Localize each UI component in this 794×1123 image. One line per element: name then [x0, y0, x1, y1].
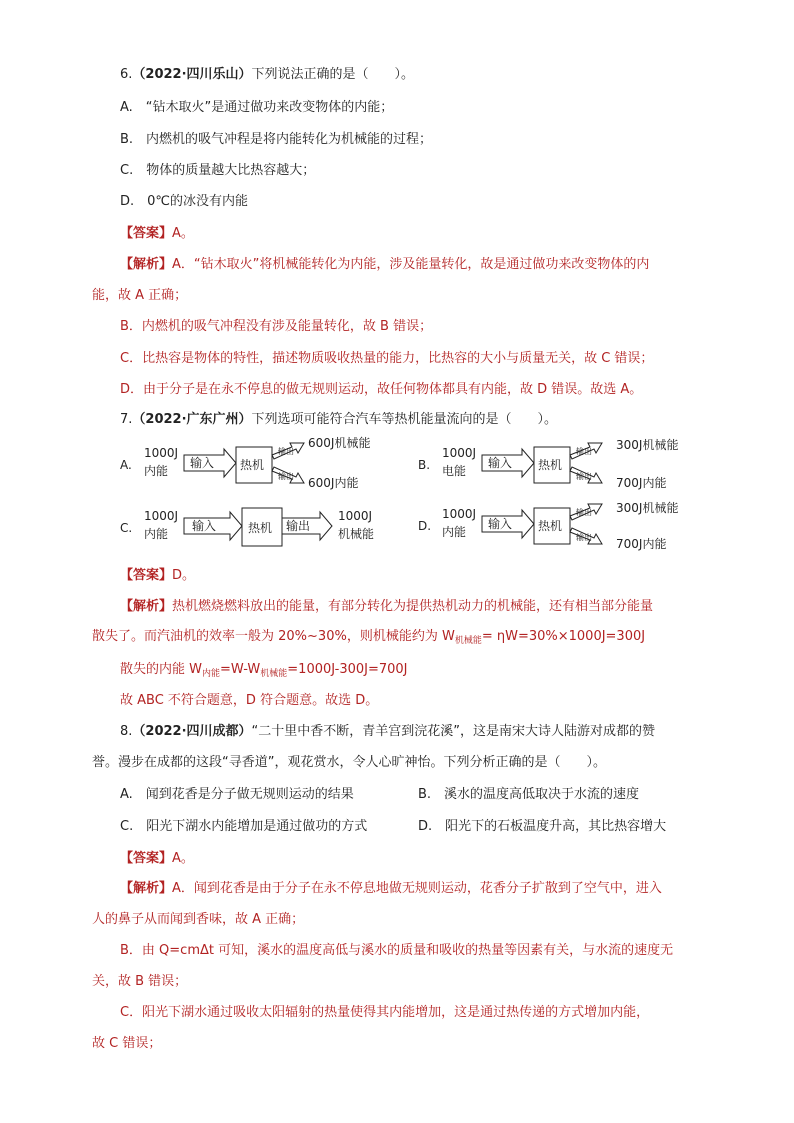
output-2: 600J内能 — [308, 476, 359, 490]
q6-option-b: B. 内燃机的吸气冲程是将内能转化为机械能的过程； — [120, 132, 433, 147]
q7-analysis-3a: 散失的内能 W — [120, 662, 202, 677]
input-value: 1000J — [144, 446, 179, 460]
q8-source: （2022·四川成都） — [132, 724, 252, 739]
q8-stem-1 — [120, 723, 655, 741]
input-type: 内能 — [442, 525, 467, 539]
q7-analysis-2a: 散失了。而汽油机的效率一般为 20%~30%，则机械能约为 W — [92, 629, 455, 644]
q7-diagram-d — [416, 496, 716, 556]
q8-analysis-label: 【解析】 — [120, 881, 173, 896]
q6-analysis-5: D．由于分子是在永不停息的做无规则运动，故任何物体都具有内能，故 D 错误。故选 A。 — [120, 382, 643, 397]
q7-analysis-2b: = ηW=30%×1000J=300J — [481, 629, 646, 644]
input-type: 内能 — [144, 464, 169, 478]
engine-label: 热机 — [538, 519, 563, 533]
engine-label: 热机 — [240, 458, 265, 472]
output-2: 机械能 — [338, 527, 375, 541]
q7-analysis-2 — [92, 628, 645, 650]
option-letter: B. — [418, 458, 431, 472]
option-letter: C. — [120, 521, 133, 535]
output-1: 300J机械能 — [616, 438, 679, 452]
input-label: 输入 — [192, 519, 217, 533]
q6-option-a: A. “钻木取火”是通过做功来改变物体的内能； — [120, 100, 394, 115]
engine-label: 热机 — [248, 521, 273, 535]
input-label: 输入 — [488, 517, 513, 531]
q6-stem-text: 下列说法正确的是（ ）。 — [251, 67, 415, 82]
q7-analysis-3c: =1000J-300J=700J — [287, 662, 408, 677]
q8-number: 8. — [120, 724, 133, 739]
q8-option-d: D. 阳光下的石板温度升高，其比热容增大 — [418, 819, 667, 834]
output-small-label-2: 输出 — [576, 533, 592, 542]
input-value: 1000J — [442, 507, 477, 521]
input-type: 电能 — [442, 464, 467, 478]
q6-analysis-2: 能，故 A 正确； — [92, 288, 188, 303]
output-small-label-1: 输出 — [576, 447, 592, 456]
q8-analysis-text-1: A．闻到花香是由于分子在永不停息地做无规则运动，花香分子扩散到了空气中，进入 — [172, 881, 662, 896]
q8-analysis-4: 关，故 B 错误； — [92, 974, 188, 989]
q7-stem-text: 下列选项可能符合汽车等热机能量流向的是（ ）。 — [251, 412, 558, 427]
option-letter: A. — [120, 458, 132, 472]
q8-analysis-1 — [120, 880, 662, 898]
q6-answer — [120, 225, 194, 243]
output-2: 700J内能 — [616, 476, 667, 490]
input-label: 输入 — [488, 456, 513, 470]
q8-stem-text-1: “二十里中香不断，青羊宫到浣花溪”，这是南宋大诗人陆游对成都的赞 — [251, 724, 656, 739]
q7-analysis-text-1: 热机燃烧燃料放出的能量，有部分转化为提供热机动力的机械能，还有相当部分能量 — [172, 599, 654, 614]
q7-diagram-a — [118, 435, 398, 495]
output-1: 300J机械能 — [616, 501, 679, 515]
q8-analysis-2: 人的鼻子从而闻到香味，故 A 正确； — [92, 912, 305, 927]
q8-answer-label: 【答案】 — [120, 851, 173, 866]
output-small-label-2: 输出 — [278, 472, 294, 481]
q6-answer-value: A。 — [172, 226, 194, 241]
q6-number: 6. — [120, 67, 133, 82]
input-label: 输入 — [190, 456, 215, 470]
q7-analysis-1 — [120, 598, 653, 616]
output-2: 700J内能 — [616, 537, 667, 551]
q6-analysis-label: 【解析】 — [120, 257, 173, 272]
option-letter: D. — [418, 519, 432, 533]
input-type: 内能 — [144, 527, 169, 541]
q7-analysis-3b: =W-W — [220, 662, 261, 677]
q7-answer-value: D。 — [172, 568, 196, 583]
q6-analysis-4: C．比热容是物体的特性，描述物质吸收热量的能力，比热容的大小与质量无关，故 C 错误； — [120, 351, 654, 366]
q6-source: （2022·四川乐山） — [132, 67, 252, 82]
q8-option-b: B. 溪水的温度高低取决于水流的速度 — [418, 787, 640, 802]
output-1: 600J机械能 — [308, 436, 371, 450]
q8-answer — [120, 850, 194, 868]
q6-option-c: C. 物体的质量越大比热容越大； — [120, 163, 316, 178]
q7-analysis-4: 故 ABC 不符合题意，D 符合题意。故选 D。 — [120, 693, 379, 708]
q8-analysis-5: C．阳光下湖水通过吸收太阳辐射的热量使得其内能增加，这是通过热传递的方式增加内能， — [120, 1005, 650, 1020]
q8-analysis-6: 故 C 错误； — [92, 1036, 162, 1051]
q6-stem — [120, 66, 414, 84]
q8-option-a: A. 闻到花香是分子做无规则运动的结果 — [120, 787, 354, 802]
output-1: 1000J — [338, 509, 373, 523]
q6-analysis-3: B．内燃机的吸气冲程没有涉及能量转化，故 B 错误； — [120, 319, 433, 334]
engine-label: 热机 — [538, 458, 563, 472]
q7-analysis-3 — [120, 661, 408, 683]
q7-answer-label: 【答案】 — [120, 568, 173, 583]
output-small-label-1: 输出 — [278, 447, 294, 456]
q7-diagram-b — [416, 435, 716, 495]
q7-answer — [120, 567, 195, 585]
q8-stem-2: 誉。漫步在成都的这段“寻香道”，观花赏水，令人心旷神怡。下列分析正确的是（ ）。 — [92, 755, 606, 770]
q7-diagram-c — [118, 498, 408, 558]
q8-option-c: C. 阳光下湖水内能增加是通过做功的方式 — [120, 819, 368, 834]
output-label: 输出 — [286, 519, 311, 533]
q6-answer-label: 【答案】 — [120, 226, 173, 241]
q8-analysis-3: B．由 Q=cmΔt 可知，溪水的温度高低与溪水的质量和吸收的热量等因素有关，与水流的速度无 — [120, 943, 674, 958]
q7-stem — [120, 411, 557, 429]
q6-analysis-1 — [120, 256, 649, 274]
input-value: 1000J — [442, 446, 477, 460]
q7-source: （2022·广东广州） — [132, 412, 252, 427]
q8-answer-value: A。 — [172, 851, 194, 866]
output-small-label-2: 输出 — [576, 472, 592, 481]
q7-analysis-3sub2: 机械能 — [260, 669, 288, 679]
q6-option-d: D. 0℃的冰没有内能 — [120, 194, 249, 209]
q7-analysis-label: 【解析】 — [120, 599, 173, 614]
input-value: 1000J — [144, 509, 179, 523]
q7-analysis-2sub: 机械能 — [454, 636, 482, 646]
q7-number: 7. — [120, 412, 133, 427]
q7-analysis-3sub1: 内能 — [202, 669, 221, 679]
q6-analysis-text-1: A．“钻木取火”将机械能转化为内能，涉及能量转化，故是通过做功来改变物体的内 — [172, 257, 650, 272]
output-small-label-1: 输出 — [576, 508, 592, 517]
